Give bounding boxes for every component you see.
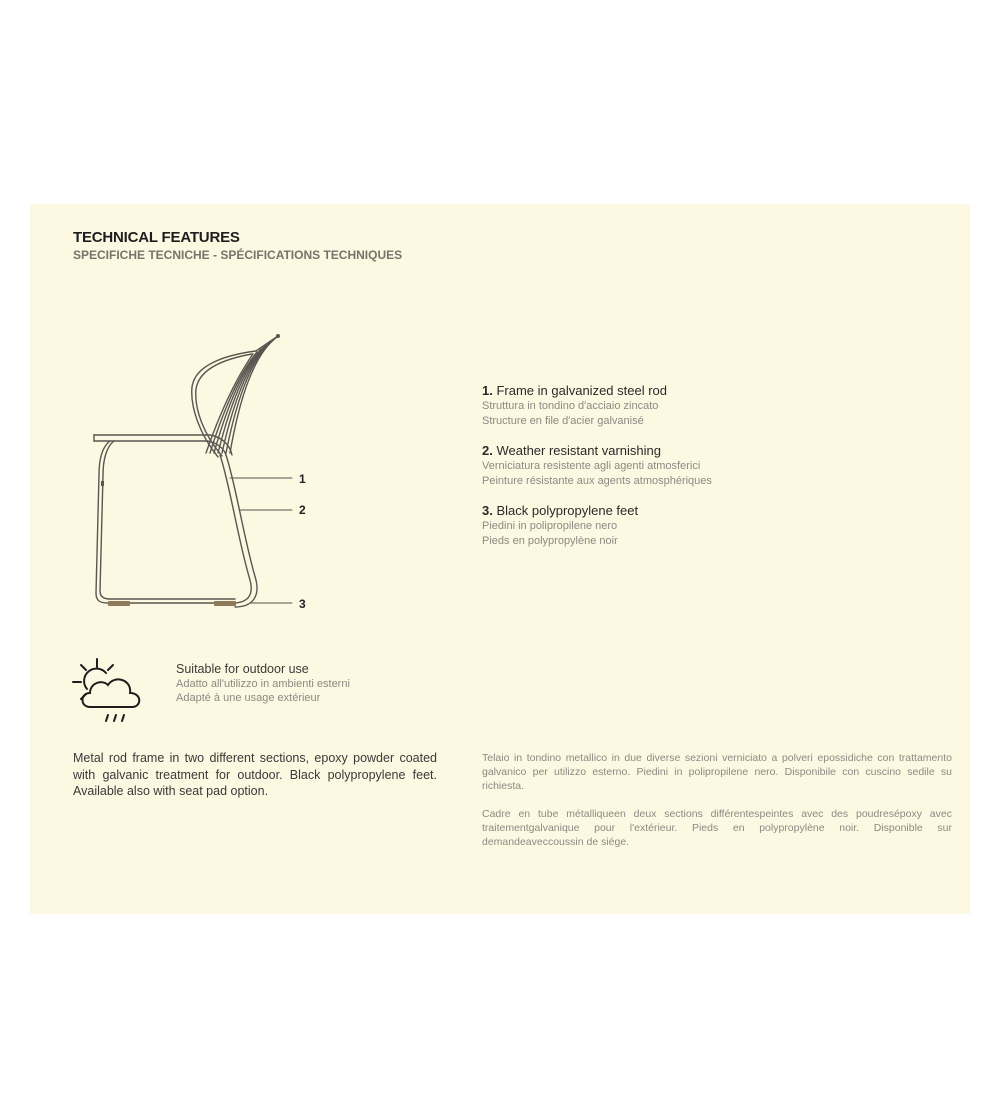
callout-3: 3 xyxy=(299,597,306,611)
feature-label: Frame in galvanized steel rod xyxy=(496,383,667,398)
description-it: Telaio in tondino metallico in due diverse sezioni verniciato a polveri epossidiche con trattamento galvanico per utilizzo esterno. Piedini in polipropilene nero. Disponibile con cuscino sedile su richiesta. xyxy=(482,752,952,792)
feature-number: 1. xyxy=(482,383,493,398)
feature-label-it: Piedini in polipropilene nero xyxy=(482,520,618,532)
outdoor-suitability xyxy=(176,662,350,705)
callout-2: 2 xyxy=(299,503,306,517)
callout-1: 1 xyxy=(299,472,306,486)
feature-label-fr: Pieds en polypropylène noir xyxy=(482,535,618,547)
feature-item xyxy=(482,443,942,489)
feature-number: 3. xyxy=(482,503,493,518)
feature-label: Weather resistant varnishing xyxy=(496,443,661,458)
feature-label-fr: Structure en file d'acier galvanisé xyxy=(482,415,644,427)
feature-item xyxy=(482,383,942,429)
feature-item xyxy=(482,503,942,549)
features-list xyxy=(482,383,942,563)
feature-label-it: Verniciatura resistente agli agenti atmosferici xyxy=(482,460,701,472)
description-fr: Cadre en tube métalliqueen deux sections différentespeintes avec des poudresépoxy avec traitementgalvanique pour l'extérieur. Pieds en polypropylène noir. Disponible sur demandeaveccoussin de siége. xyxy=(482,808,952,848)
feature-label-fr: Peinture résistante aux agents atmosphériques xyxy=(482,475,712,487)
chair-drawing xyxy=(80,325,320,620)
outdoor-label-fr: Adapté à une usage extérieur xyxy=(176,692,321,704)
feature-label-it: Struttura in tondino d'acciaio zincato xyxy=(482,400,659,412)
page-subtitle: SPECIFICHE TECNICHE - SPÉCIFICATIONS TECHNIQUES xyxy=(73,248,403,262)
description-en: Metal rod frame in two different sections, epoxy powder coated with galvanic treatment for outdoor. Black polypropylene feet. Available also with seat pad option. xyxy=(73,751,437,798)
feature-label: Black polypropylene feet xyxy=(496,503,639,518)
outdoor-label-it: Adatto all'utilizzo in ambienti esterni xyxy=(176,678,350,690)
feature-number: 2. xyxy=(482,443,493,458)
page-title: TECHNICAL FEATURES xyxy=(73,229,240,246)
sun-cloud-rain-icon xyxy=(70,655,150,727)
outdoor-label: Suitable for outdoor use xyxy=(176,662,309,676)
